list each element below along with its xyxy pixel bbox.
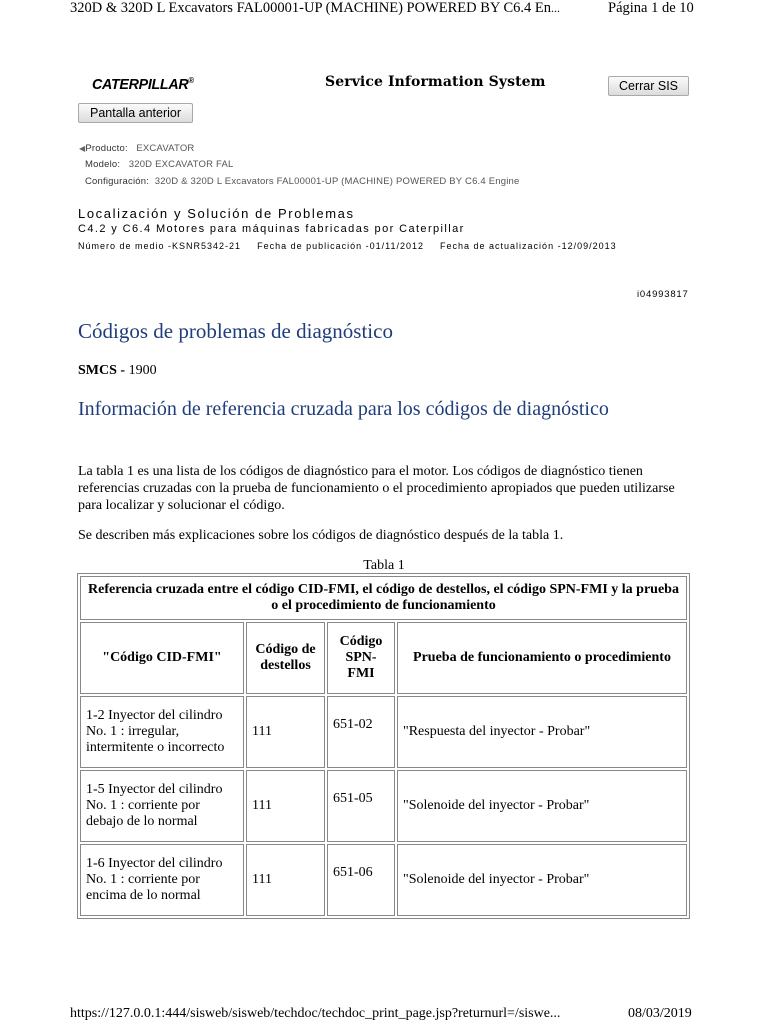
logo-text: CATERPILLAR [92, 76, 189, 93]
cell-test-procedure: "Solenoide del inyector - Probar" [397, 770, 687, 842]
print-header-title [70, 0, 560, 17]
print-footer-url: https://127.0.0.1:444/sisweb/sisweb/techdoc/techdoc_print_page.jsp?returnurl=/siswe... [70, 1006, 561, 1021]
document-title: Localización y Solución de Problemas [78, 206, 355, 221]
table-caption: Tabla 1 [363, 558, 405, 573]
document-id: i04993817 [637, 289, 689, 300]
close-sis-button[interactable]: Cerrar SIS [608, 76, 689, 96]
table-row [80, 696, 687, 768]
configuration-label: Configuración: [85, 176, 150, 187]
product-value: EXCAVATOR [136, 143, 195, 154]
table-row [80, 770, 687, 842]
cell-spn-fmi: 651-06 [327, 844, 395, 916]
cell-spn-fmi: 651-05 [327, 770, 395, 842]
sis-title: Service Information System [325, 74, 546, 90]
model-line [85, 159, 234, 170]
smcs-code [78, 363, 157, 379]
caterpillar-logo [92, 76, 194, 93]
cross-reference-table-wrapper [77, 573, 690, 919]
print-page-number: Página 1 de 10 [608, 0, 694, 16]
document-dates [78, 241, 633, 251]
product-line [79, 143, 194, 154]
cell-test-procedure: "Respuesta del inyector - Probar" [397, 696, 687, 768]
table-row [80, 844, 687, 916]
table-title: Referencia cruzada entre el código CID-FMI, el código de destellos, el código SPN-FMI y la prueba o el procedimiento de funcionamiento [80, 576, 687, 620]
print-header-title-text: 320D & 320D L Excavators FAL00001-UP (MACHINE) POWERED BY C6.4 En [70, 0, 552, 16]
cell-flash-code: 111 [246, 696, 325, 768]
document-subtitle: C4.2 y C6.4 Motores para máquinas fabricadas por Caterpillar [78, 223, 465, 235]
smcs-label: SMCS - [78, 363, 126, 378]
cell-cid-fmi: 1-5 Inyector del cilindro No. 1 : corriente por debajo de lo normal [80, 770, 244, 842]
configuration-line [85, 176, 520, 187]
cell-cid-fmi: 1-6 Inyector del cilindro No. 1 : corriente por encima de lo normal [80, 844, 244, 916]
publication-date: Fecha de publicación -01/11/2012 [257, 241, 425, 251]
header-cid-fmi: "Código CID-FMI" [80, 622, 244, 694]
intro-paragraph: La tabla 1 es una lista de los códigos de diagnóstico para el motor. Los códigos de diagnóstico tienen referencias cruzadas con la prueba de funcionamiento o el procedimiento apropiados que pueden utilizarse para localizar y solucionar el código. [78, 464, 675, 513]
logo-registered-mark: ® [188, 76, 194, 85]
header-test-procedure: Prueba de funcionamiento o procedimiento [397, 622, 687, 694]
media-number: Número de medio -KSNR5342-21 [78, 241, 242, 251]
model-value: 320D EXCAVATOR FAL [128, 159, 234, 170]
page-heading: Códigos de problemas de diagnóstico [78, 319, 393, 343]
explanation-paragraph: Se describen más explicaciones sobre los códigos de diagnóstico después de la tabla 1. [78, 528, 564, 543]
smcs-value: 1900 [128, 363, 157, 378]
table-header-row [80, 622, 687, 694]
product-label: Producto: [85, 143, 128, 154]
print-header-ellipsis: ... [551, 1, 561, 15]
previous-screen-button[interactable]: Pantalla anterior [78, 103, 193, 123]
header-spn-fmi: Código SPN-FMI [327, 622, 395, 694]
cross-reference-table [77, 573, 690, 919]
collapse-triangle-icon[interactable]: ◀ [79, 144, 86, 153]
cell-flash-code: 111 [246, 844, 325, 916]
update-date: Fecha de actualización -12/09/2013 [440, 241, 617, 251]
header-flash-code: Código de destellos [246, 622, 325, 694]
cell-flash-code: 111 [246, 770, 325, 842]
cell-test-procedure: "Solenoide del inyector - Probar" [397, 844, 687, 916]
section-heading: Información de referencia cruzada para los códigos de diagnóstico [78, 398, 609, 420]
cell-spn-fmi: 651-02 [327, 696, 395, 768]
model-label: Modelo: [85, 159, 121, 170]
cell-cid-fmi: 1-2 Inyector del cilindro No. 1 : irregular, intermitente o incorrecto [80, 696, 244, 768]
configuration-value: 320D & 320D L Excavators FAL00001-UP (MACHINE) POWERED BY C6.4 Engine [154, 176, 520, 187]
table-title-row [80, 576, 687, 620]
print-footer-date: 08/03/2019 [628, 1006, 692, 1021]
